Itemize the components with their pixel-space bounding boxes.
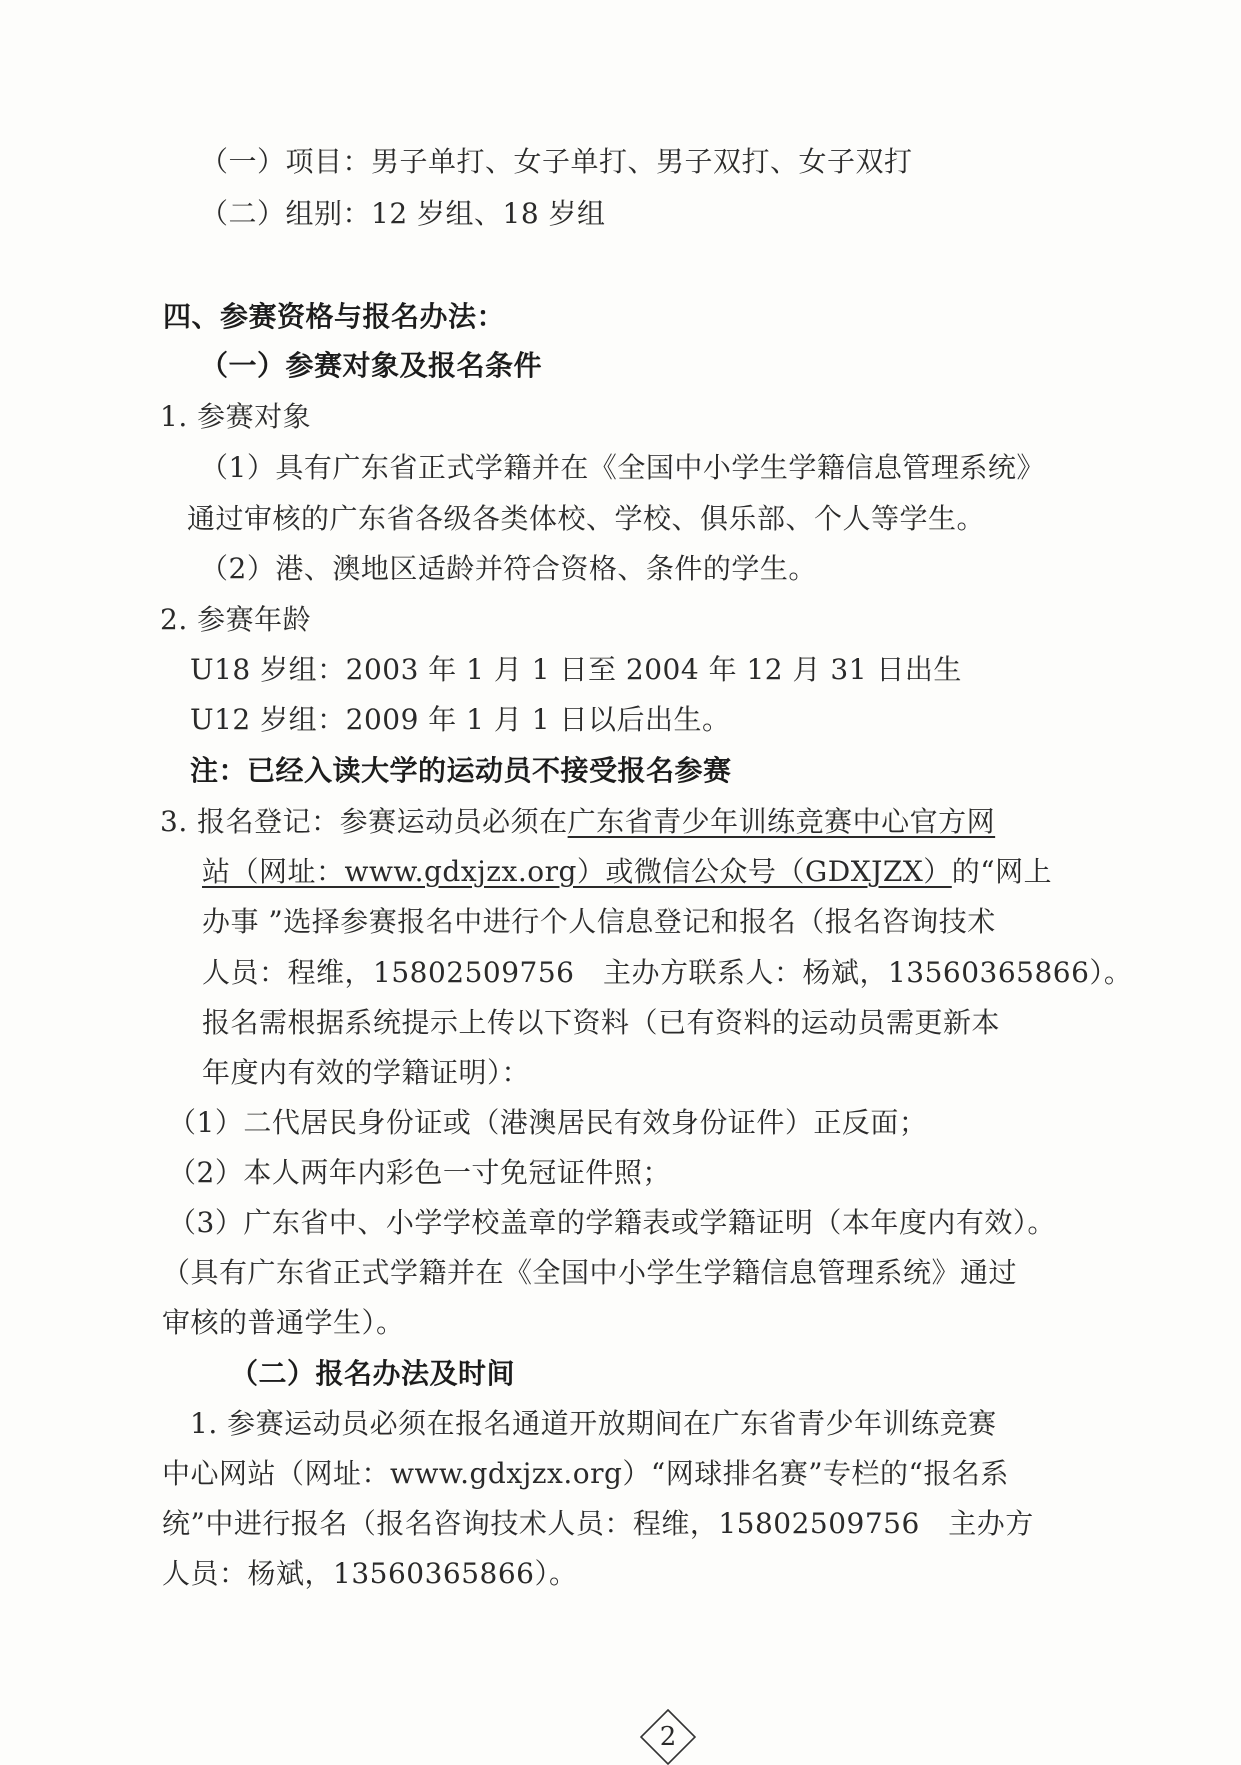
document-item-3: （3）广东省中、小学学校盖章的学籍表或学籍证明（本年度内有效）。 xyxy=(168,1206,1056,1239)
note-line: 注：已经入读大学的运动员不接受报名参赛 xyxy=(190,754,732,787)
document-item-2: （2）本人两年内彩色一寸免冠证件照； xyxy=(168,1156,671,1189)
registration-intro: 3. 报名登记：参赛运动员必须在 xyxy=(160,805,568,838)
registration-line-3: 办事 ”选择参赛报名中进行个人信息登记和报名（报名咨询技术 xyxy=(202,905,996,938)
age-group-line: （二）组别：12 岁组、18 岁组 xyxy=(200,197,606,230)
registration-line-2-tail: 的“网上 xyxy=(951,855,1053,888)
event-list-line: （一）项目：男子单打、女子单打、男子双打、女子双打 xyxy=(200,145,913,178)
page-number-diamond xyxy=(640,1709,696,1765)
method-paragraph-1: 1. 参赛运动员必须在报名通道开放期间在广东省青少年训练竞赛 xyxy=(190,1407,997,1440)
item-heading-participants: 1. 参赛对象 xyxy=(160,400,312,433)
page-number: 2 xyxy=(659,1722,677,1752)
method-paragraph-3: 统”中进行报名（报名咨询技术人员：程维，15802509756 主办方 xyxy=(162,1507,1034,1540)
age-u18-line: U18 岁组：2003 年 1 月 1 日至 2004 年 12 月 31 日出生 xyxy=(190,653,962,686)
subsection-heading-method: （二）报名办法及时间 xyxy=(230,1357,516,1390)
document-item-3-note-cont: 审核的普通学生）。 xyxy=(162,1306,405,1339)
registration-upload-note-cont: 年度内有效的学籍证明）： xyxy=(202,1056,531,1089)
registration-line-2 xyxy=(202,852,1052,892)
age-u12-line: U12 岁组：2009 年 1 月 1 日以后出生。 xyxy=(190,703,731,736)
item-heading-age: 2. 参赛年龄 xyxy=(160,603,312,636)
document-item-1: （1）二代居民身份证或（港澳居民有效身份证件）正反面； xyxy=(168,1106,928,1139)
document-item-3-note: （具有广东省正式学籍并在《全国中小学生学籍信息管理系统》通过 xyxy=(162,1256,1018,1289)
official-site-link-cont[interactable]: 站（网址：www.gdxjzx.org）或微信公众号（GDXJZX） xyxy=(202,855,952,888)
subsection-heading-participants: （一）参赛对象及报名条件 xyxy=(200,349,543,382)
method-paragraph-4: 人员：杨斌，13560365866）。 xyxy=(162,1557,578,1590)
registration-line-1 xyxy=(160,802,995,842)
participant-condition-1: （1）具有广东省正式学籍并在《全国中小学生学籍信息管理系统》 xyxy=(200,451,1045,484)
official-site-link[interactable]: 广东省青少年训练竞赛中心官方网 xyxy=(567,805,996,838)
participant-condition-1-cont: 通过审核的广东省各级各类体校、学校、俱乐部、个人等学生。 xyxy=(187,502,986,535)
registration-upload-note: 报名需根据系统提示上传以下资料（已有资料的运动员需更新本 xyxy=(202,1006,1001,1039)
registration-contacts: 人员：程维，15802509756 主办方联系人：杨斌，13560365866）。 xyxy=(202,956,1133,989)
participant-condition-2: （2）港、澳地区适龄并符合资格、条件的学生。 xyxy=(200,552,817,585)
section-heading-eligibility: 四、参赛资格与报名办法： xyxy=(163,300,506,333)
method-paragraph-2: 中心网站（网址：www.gdxjzx.org）“网球排名赛”专栏的“报名系 xyxy=(162,1457,1009,1490)
